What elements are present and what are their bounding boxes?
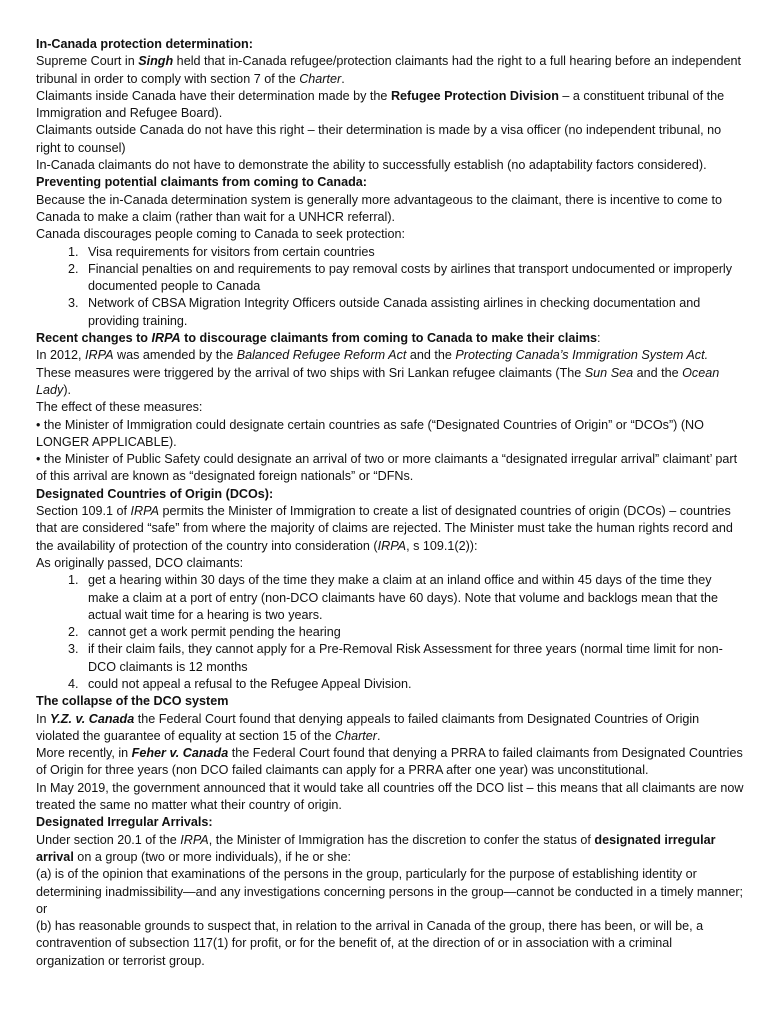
heading-dcos: Designated Countries of Origin (DCOs):	[36, 486, 274, 501]
heading-dco-collapse: The collapse of the DCO system	[36, 694, 229, 709]
paragraph-section-109-1: Section 109.1 of IRPA permits the Minister of Immigration to create a list of designated countries of origin (DCOs) – countries that are considered “safe” from where the majority of claims are rejected. The Minister must take the human rights record and the availability of protection of the country into consideration (IRPA, s 109.1(2)):	[36, 504, 733, 553]
paragraph-singh: Supreme Court in Singh held that in-Canada refugee/protection claimants had the right to a full hearing before an independent tribunal in order to comply with section 7 of the Charter.	[36, 54, 741, 86]
paragraph-outside-canada: Claimants outside Canada do not have this right – their determination is made by a visa officer (no independent tribunal, no right to counsel)	[36, 123, 722, 155]
bullet-irregular-arrival: • the Minister of Public Safety could designate an arrival of two or more claimants a “designated irregular arrival” claimant’ part of this arrival are known as “designated foreign nationals” or “DFNs.	[36, 452, 738, 484]
clause-a: (a) is of the opinion that examinations of the persons in the group, particularly for the purpose of establishing identity or determining inadmissibility—and any investigations concerning persons in the group—cannot be conducted in a timely manner; or	[36, 867, 744, 916]
paragraph-effect: The effect of these measures:	[36, 400, 203, 415]
list-item: 1. Visa requirements for visitors from certain countries	[82, 244, 744, 261]
case-name-feher: Feher v. Canada	[131, 746, 229, 761]
paragraph-as-originally-passed: As originally passed, DCO claimants:	[36, 555, 244, 570]
paragraph-incentive: Because the in-Canada determination system is generally more advantageous to the claimant, there is incentive to come to Canada to make a claim (rather than wait for a UNHCR referral).	[36, 192, 723, 224]
paragraph-discourages: Canada discourages people coming to Canada to seek protection:	[36, 227, 405, 242]
paragraph-yz-v-canada: In Y.Z. v. Canada the Federal Court found that denying appeals to failed claimants from Designated Countries of Origin violated the guarantee of equality at section 15 of the Charter.	[36, 711, 700, 743]
paragraph-section-20-1: Under section 20.1 of the IRPA, the Minister of Immigration has the discretion to confer the status of designated irregular arrival on a group (two or more individuals), if he or she:	[36, 832, 716, 864]
paragraph-2012-amendments: In 2012, IRPA was amended by the Balanced Refugee Reform Act and the Protecting Canada’s Immigration System Act. These measures were triggered by the arrival of two ships with Sri Lankan refugee claimants (The Sun Sea and the Ocean Lady).	[36, 348, 720, 397]
dco-claimant-list	[36, 572, 744, 693]
case-name-singh: Singh	[138, 54, 174, 69]
heading-preventing-claimants: Preventing potential claimants from coming to Canada:	[36, 175, 367, 190]
list-item: 1. get a hearing within 30 days of the time they make a claim at an inland office and within 45 days of the time they make a claim at a port of entry (non-DCO claimants have 60 days). Note that volume and backlogs mean that the actual wait time for a hearing is two years.	[82, 572, 744, 624]
list-item: 3. if their claim fails, they cannot apply for a Pre-Removal Risk Assessment for three years (normal time limit for non-DCO claimants is 12 months	[82, 641, 744, 676]
list-item: 2. cannot get a work permit pending the hearing	[82, 624, 744, 641]
clause-b: (b) has reasonable grounds to suspect that, in relation to the arrival in Canada of the group, there has been, or will be, a contravention of subsection 117(1) for profit, or for the benefit of, at the direction of or in association with a criminal organization or terrorist group.	[36, 919, 704, 968]
paragraph-may-2019: In May 2019, the government announced that it would take all countries off the DCO list – this means that all claimants are now treated the same no matter what their country of origin.	[36, 780, 744, 813]
case-name-yz: Y.Z. v. Canada	[50, 711, 135, 726]
paragraph-rpd: Claimants inside Canada have their determination made by the Refugee Protection Division – a constituent tribunal of the Immigration and Refugee Board).	[36, 88, 725, 121]
paragraph-no-adaptability: In-Canada claimants do not have to demonstrate the ability to successfully establish (no adaptability factors considered).	[36, 158, 707, 173]
list-item: 3. Network of CBSA Migration Integrity Officers outside Canada assisting airlines in checking documentation and providing training.	[82, 295, 744, 330]
list-item: 2. Financial penalties on and requirements to pay removal costs by airlines that transport undocumented or improperly documented people to Canada	[82, 261, 744, 296]
paragraph-feher-v-canada: More recently, in Feher v. Canada the Federal Court found that denying a PRRA to failed claimants from Designated Countries of Origin for three years (non DCO failed claimants can apply for a PRRA after one year) was unconstitutional.	[36, 746, 743, 778]
heading-recent-changes: Recent changes to IRPA to discourage claimants from coming to Canada to make their claims:	[36, 331, 601, 346]
discouragement-list	[36, 244, 744, 330]
list-item: 4. could not appeal a refusal to the Refugee Appeal Division.	[82, 676, 744, 693]
bullet-dco-designation: • the Minister of Immigration could designate certain countries as safe (“Designated Countries of Origin” or “DCOs”) (NO LONGER APPLICABLE).	[36, 417, 704, 449]
heading-irregular-arrivals: Designated Irregular Arrivals:	[36, 815, 213, 830]
heading-in-canada-protection: In-Canada protection determination:	[36, 37, 253, 51]
